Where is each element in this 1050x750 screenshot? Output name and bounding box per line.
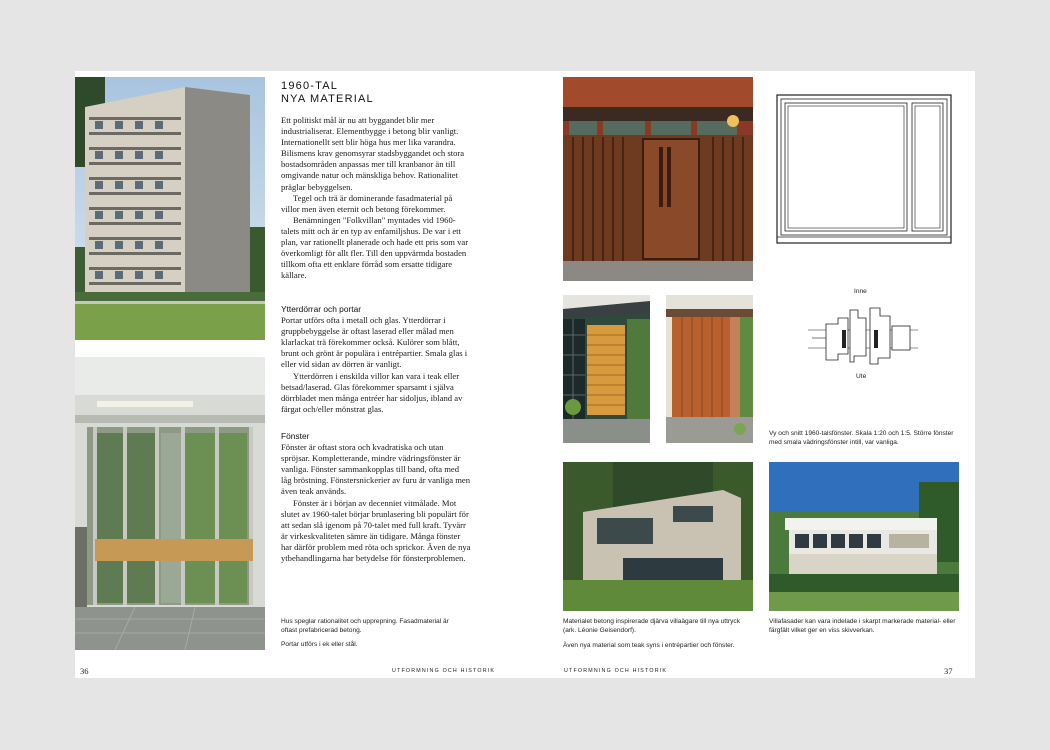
windows-paragraph: Fönster är i början av decenniet vitmålade. Mot slutet av 1960-talet börjar brunlasering bli populärt för att sedan slå igenom på 70-talet med full kraft. Tyvärr är virkeskvaliteten sämre än tidigare. Många fönster har därför problem med röta och sprickor. Även de nya ytbehandlingarna har betydelse för fönsterproblemen. [281,497,471,564]
heading-line-2: NYA MATERIAL [281,93,374,105]
intro-paragraph: Tegel och trä är dominerande fasadmaterial på villor men även eternit och betong förekommer. [281,192,453,214]
entrance-plants-photo [563,295,650,443]
diagram-label-ute: Ute [856,373,867,380]
diagram-label-inne: Inne [854,288,867,295]
wooden-door-photo [563,77,753,281]
windows-paragraph: Fönster är oftast stora och kvadratiska och utan spröjsar. Kompletterande, mindre vädringsfönster är vanliga. Fönster sammankopplas till band, ofta med låg bröstning. Fönstersnickerier av furu är vanliga men även teak används. [281,442,471,497]
apartment-block-photo [75,77,265,340]
page-number-left: 36 [80,666,89,676]
teak-door-photo [666,295,753,443]
running-footer-right: UTFORMNING OCH HISTORIK [564,668,668,674]
doors-paragraph: Portar utförs ofta i metall och glas. Ytterdörrar i gruppbebyggelse är oftast laserad eller målad men klarlackat trä förekommer också. Kulörer som blått, brunt och grönt är populära i entrépartier. Smala glas i eller vid sidan av dörren är vanligt. [281,315,468,370]
left-caption [281,618,466,649]
section-heading [281,80,374,106]
left-caption-line: Hus speglar rationalitet och upprepning. Fasadmaterial är oftast prefabricerad betong. [281,618,449,634]
heading-line-1: 1960-TAL [281,80,339,92]
windows-section-title: Fönster [281,431,310,441]
running-footer-left: UTFORMNING OCH HISTORIK [392,668,496,674]
middle-caption [563,618,755,650]
right-caption: Villafasader kan vara indelade i skarpt markerade material- eller färgfält vilket ger en viss skivverkan. [769,618,956,634]
doors-paragraph: Ytterdörren i enskilda villor kan vara i teak eller betsad/laserad. Glas förekommer sparsamt i själva dörrbladet men många entréer har sidoljus, ibland av färgat och/eller mönstrat glas. [281,370,463,414]
window-section-drawing [808,288,918,384]
intro-text [281,115,471,281]
modern-villa-photo [769,462,959,611]
intro-paragraph: Ett politiskt mål är nu att byggandet blir mer industrialiserat. Elementbygge i betong blir vanligt. Internationellt sett blir höga hus mer lika varandra. Bilismens krav genomsyrar stadsbyggandet och stora bostadsområden anpassas mer till kranbanor än till omgivande natur och mänskliga behov. Rationalitet präglar bebyggelsen. [281,115,465,192]
middle-caption-line: Materialet betong inspirerade djärva villaägare till nya uttryck (ark. Léonie Geisendorf). [563,618,741,634]
page-number-right: 37 [944,666,953,676]
doors-section-title: Ytterdörrar och portar [281,304,362,314]
window-elevation-drawing [776,94,952,244]
doors-section [281,304,471,415]
concrete-villa-photo [563,462,753,611]
glass-entrance-photo [75,357,265,650]
middle-caption-line: Även nya material som teak syns i entrépartier och fönster. [563,641,735,649]
diagram-caption: Vy och snitt 1960-talsfönster. Skala 1:20 och 1:5. Större fönster med smala vädringsfönster intill, var vanliga. [769,430,954,446]
left-caption-line: Portar utförs i ek eller stål. [281,640,358,648]
intro-paragraph: Benämningen "Folkvillan" myntades vid 1960-talets mitt och är en typ av enfamiljshus. De var i ett plan, var rationellt planerade och hade ett pris som var överkomligt för allt fler. Till den uppvärmda bostaden tillkom ofta ett enklare förråd som ersatte tidigare källare. [281,214,469,281]
windows-section [281,431,471,564]
